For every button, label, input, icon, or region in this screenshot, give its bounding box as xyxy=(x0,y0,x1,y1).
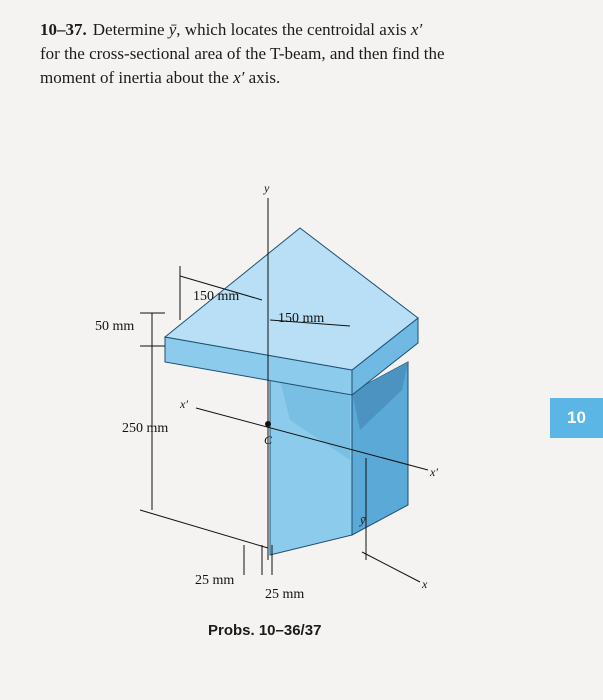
x-prime-label-right: x′ xyxy=(430,465,438,479)
centroid-label: C xyxy=(264,433,273,447)
dim-250-tick-bottom xyxy=(140,510,268,548)
dim-25-right-label: 25 mm xyxy=(265,587,305,602)
x-prime-label-left: x′ xyxy=(180,397,188,411)
problem-text: axis. xyxy=(244,68,281,87)
xprime-symbol: x′ xyxy=(233,68,245,87)
dim-25-left-label: 25 mm xyxy=(195,573,235,588)
centroid-point xyxy=(265,421,271,427)
figure-caption: Probs. 10–36/37 xyxy=(208,622,322,639)
dim-150-right-label: 150 mm xyxy=(278,311,325,326)
problem-text: Determine xyxy=(92,20,169,39)
dim-50-label: 50 mm xyxy=(95,319,135,334)
ybar-symbol: ȳ xyxy=(168,20,177,39)
chapter-tab: 10 xyxy=(550,398,603,438)
xprime-symbol: x′ xyxy=(410,20,423,39)
problem-text: , which locates the centroidal axis xyxy=(176,20,411,39)
dim-250-label: 250 mm xyxy=(122,421,169,436)
x-axis-line xyxy=(362,552,420,582)
problem-number: 10–37. xyxy=(40,20,87,39)
x-axis-label: x xyxy=(422,577,428,591)
ybar-label: ȳ xyxy=(360,513,366,527)
y-axis-label: y xyxy=(264,181,270,195)
problem-line-2: for the cross-sectional area of the T-beam, and then find the xyxy=(40,44,445,63)
problem-text: moment of inertia about the xyxy=(40,68,234,87)
dim-150-left-label: 150 mm xyxy=(193,289,240,304)
